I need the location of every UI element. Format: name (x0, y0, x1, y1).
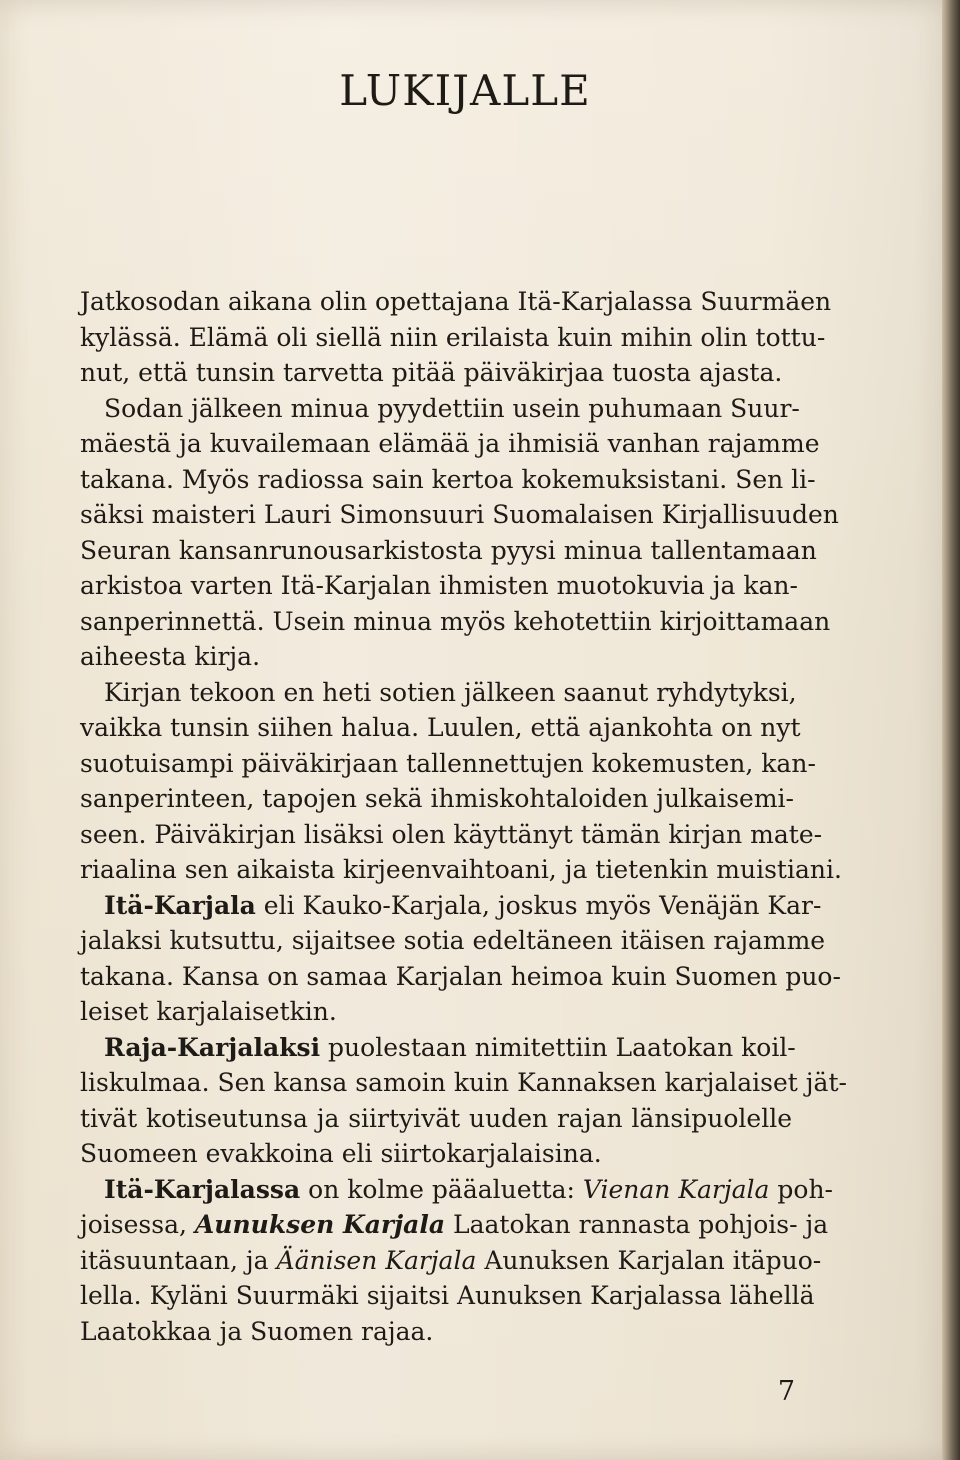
text-line: riaalina sen aikaista kirjeenvaihtoani, ja tietenkin muistiani. (80, 855, 842, 884)
term-ita-karjalassa: Itä-Karjalassa (104, 1174, 301, 1204)
text-line: Sodan jälkeen minua pyydettiin usein puhumaan Suur- (104, 393, 800, 423)
term-aunuksen-karjala: Aunuksen Karjala (194, 1210, 446, 1239)
text-line: Laatokkaa ja Suomen rajaa. (80, 1316, 434, 1346)
text-line: sanperinteen, tapojen sekä ihmiskohtaloiden julkaisemi- (80, 784, 794, 813)
text-line: Suomeen evakkoina eli siirtokarjalaisina. (80, 1139, 602, 1168)
text-line: Seuran kansanrunousarkistosta pyysi minua tallentamaan (80, 535, 817, 565)
paragraph-2 (80, 391, 839, 675)
text-line: Kirjan tekoon en heti sotien jälkeen saanut ryhdytyksi, (104, 677, 797, 707)
text-line: tivät kotiseutunsa ja siirtyivät uuden rajan länsipuolelle (80, 1103, 792, 1133)
text-run: on kolme pääaluetta: (300, 1174, 583, 1204)
paragraph-3 (80, 675, 842, 888)
text-line: Jatkosodan aikana olin opettajana Itä-Karjalassa Suurmäen (80, 287, 832, 316)
text-line: vaikka tunsin siihen halua. Luulen, että ajankohta on nyt (80, 713, 801, 742)
text-run: Aunuksen Karjalan itäpuo- (476, 1245, 822, 1275)
paragraph-6 (80, 1172, 834, 1350)
term-aanisen-karjala: Äänisen Karjala (276, 1245, 477, 1275)
text-line: kylässä. Elämä oli siellä niin erilaista kuin mihin olin tottu- (80, 322, 826, 352)
paragraph-4 (80, 888, 841, 1030)
text-line (80, 1172, 834, 1208)
text-line (80, 1030, 796, 1066)
term-raja-karjala: Raja-Karjalaksi (104, 1032, 321, 1062)
body-text (80, 284, 847, 1349)
text-run: itäsuuntaan, ja (80, 1245, 277, 1275)
term-vienan-karjala: Vienan Karjala (582, 1174, 770, 1204)
term-ita-karjala: Itä-Karjala (104, 890, 256, 920)
text-line: sanperinnettä. Usein minua myös kehotettiin kirjoittamaan (80, 606, 831, 636)
paragraph-1 (80, 284, 832, 391)
text-run: poh- (769, 1174, 834, 1204)
text-line: takana. Myös radiossa sain kertoa kokemuksistani. Sen li- (80, 464, 816, 494)
text-line: jalaksi kutsuttu, sijaitsee sotia edeltäneen itäisen rajamme (80, 926, 826, 955)
text-line (80, 888, 822, 924)
text-line: liskulmaa. Sen kansa samoin kuin Kannaksen karjalaiset jät- (80, 1068, 847, 1097)
text-line: leiset karjalaisetkin. (80, 997, 337, 1026)
text-run: joisessa, (80, 1210, 195, 1239)
text-line (80, 1243, 822, 1279)
text-line (80, 1207, 829, 1243)
text-line: säksi maisteri Lauri Simonsuuri Suomalaisen Kirjallisuuden (80, 500, 839, 529)
text-run: eli Kauko-Karjala, joskus myös Venäjän Kar- (255, 890, 822, 920)
text-line: arkistoa varten Itä-Karjalan ihmisten muotokuvia ja kan- (80, 571, 798, 600)
chapter-title: LUKIJALLE (339, 66, 591, 115)
text-run: Laatokan rannasta pohjois- ja (445, 1210, 829, 1239)
page-number: 7 (777, 1376, 795, 1407)
text-line: takana. Kansa on samaa Karjalan heimoa kuin Suomen puo- (80, 961, 841, 991)
paragraph-5 (80, 1030, 847, 1172)
text-line: suotuisampi päiväkirjaan tallennettujen kokemusten, kan- (80, 748, 816, 778)
text-line: seen. Päiväkirjan lisäksi olen käyttänyt tämän kirjan mate- (80, 819, 823, 849)
text-line: nut, että tunsin tarvetta pitää päiväkirjaa tuosta ajasta. (80, 358, 783, 387)
text-line: mäestä ja kuvailemaan elämää ja ihmisiä vanhan rajamme (80, 429, 820, 458)
text-line: lella. Kyläni Suurmäki sijaitsi Aunuksen Karjalassa lähellä (80, 1281, 815, 1310)
text-line: aiheesta kirja. (80, 642, 261, 671)
text-run: puolestaan nimitettiin Laatokan koil- (320, 1032, 796, 1062)
page-edge-shadow (942, 0, 960, 1460)
